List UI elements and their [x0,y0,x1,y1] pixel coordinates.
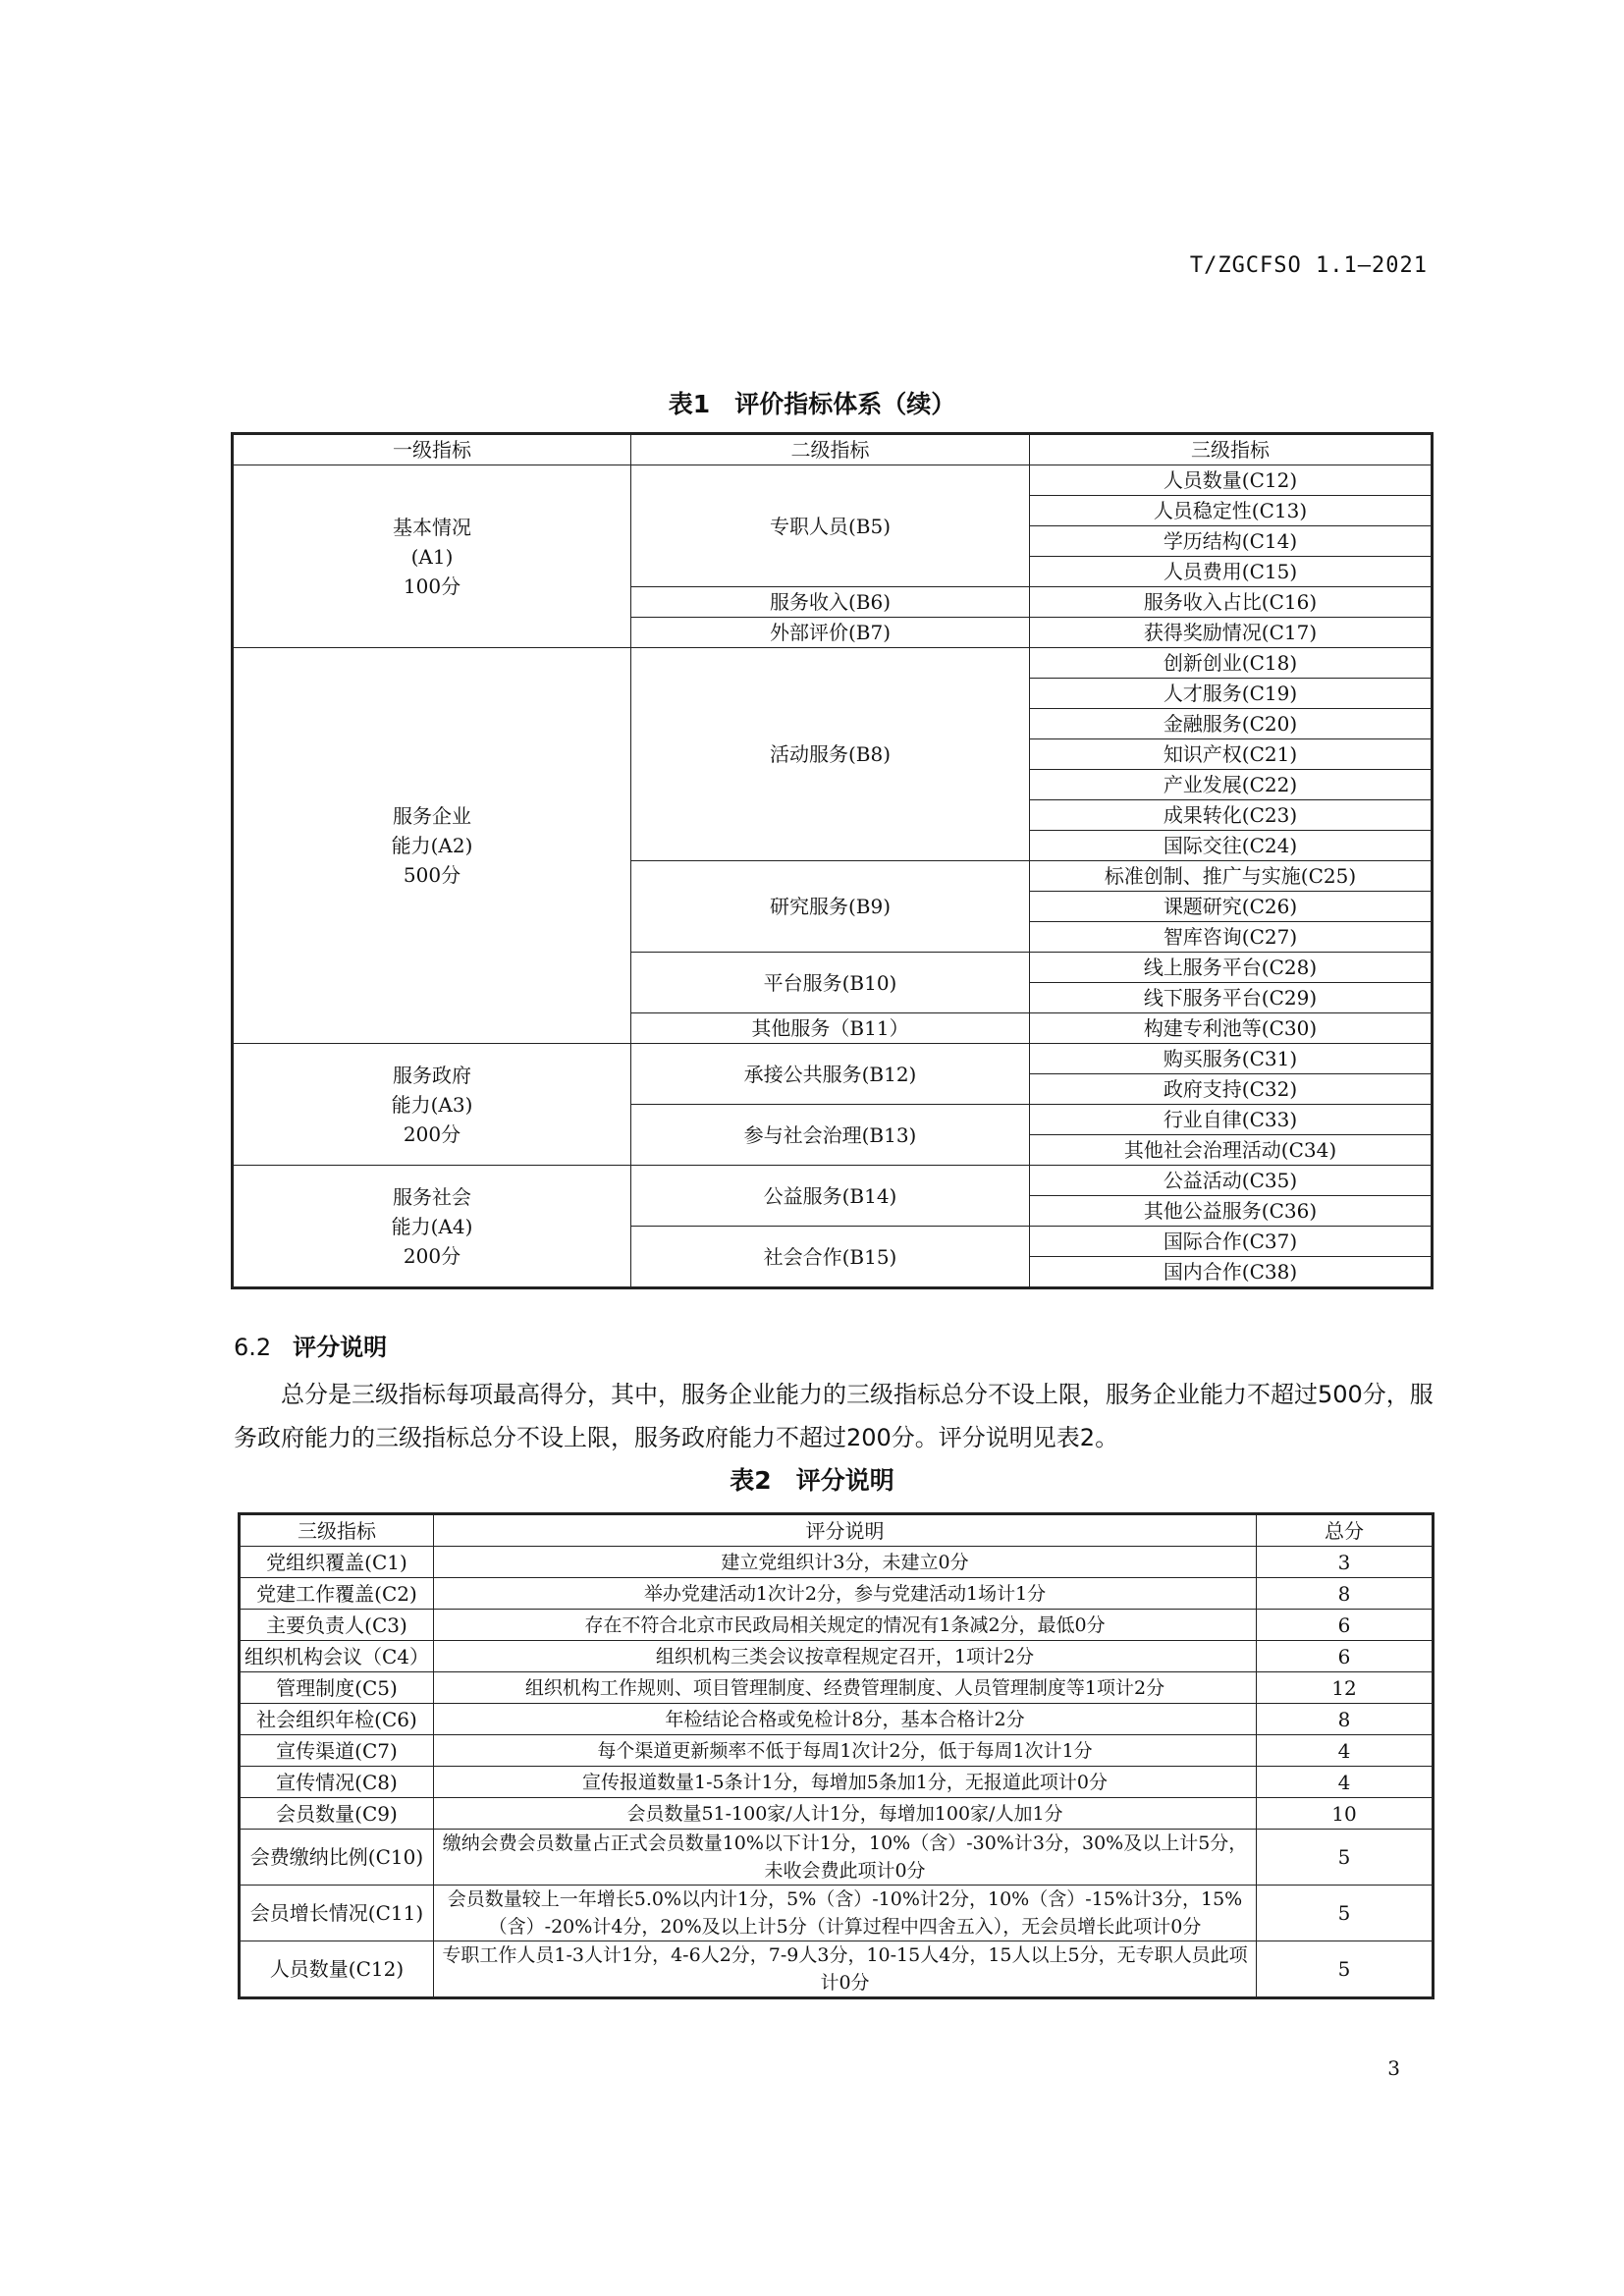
table-row [240,1886,1434,1941]
level2-b12: 承接公共服务(B12) [631,1044,1030,1105]
row-description: 每个渠道更新频率不低于每周1次计2分，低于每周1次计1分 [434,1735,1257,1767]
row-indicator: 人员数量(C12) [240,1941,434,1998]
row-description: 组织机构工作规则、项目管理制度、经费管理制度、人员管理制度等1项计2分 [434,1672,1257,1704]
row-description: 年检结论合格或免检计8分，基本合格计2分 [434,1704,1257,1735]
level3-c36: 其他公益服务(C36) [1030,1196,1433,1227]
level3-c13: 人员稳定性(C13) [1030,496,1433,526]
level3-c14: 学历结构(C14) [1030,526,1433,557]
row-description: 建立党组织计3分，未建立0分 [434,1547,1257,1578]
row-description: 会员数量51-100家/人计1分，每增加100家/人加1分 [434,1798,1257,1830]
table-row [240,1547,1434,1578]
level3-c38: 国内合作(C38) [1030,1257,1433,1288]
scoring-table [238,1512,1435,1999]
table-row [233,1166,1433,1196]
level2-b6: 服务收入(B6) [631,587,1030,618]
table-row [240,1830,1434,1886]
header-indicator: 三级指标 [240,1514,434,1547]
table2-title: 表2 评分说明 [730,1466,894,1495]
table-header-row [233,434,1433,465]
row-score: 8 [1257,1578,1434,1610]
table-row [240,1578,1434,1610]
table1-title: 表1 评价指标体系（续） [668,390,956,418]
row-score: 4 [1257,1767,1434,1798]
level3-c22: 产业发展(C22) [1030,770,1433,800]
level3-c37: 国际合作(C37) [1030,1227,1433,1257]
level3-c34: 其他社会治理活动(C34) [1030,1135,1433,1166]
row-score: 10 [1257,1798,1434,1830]
header-score: 总分 [1257,1514,1434,1547]
level3-c21: 知识产权(C21) [1030,739,1433,770]
page-number: 3 [1387,2056,1400,2080]
header-level1: 一级指标 [233,434,631,465]
row-indicator: 党组织覆盖(C1) [240,1547,434,1578]
row-description: 会员数量较上一年增长5.0%以内计1分，5%（含）-10%计2分，10%（含）-15%计3分，15%（含）-20%计4分，20%及以上计5分（计算过程中四舍五入），无会员增长此项计0分 [434,1886,1257,1941]
level1-a3: 服务政府 能力(A3) 200分 [233,1044,631,1166]
row-indicator: 管理制度(C5) [240,1672,434,1704]
row-score: 12 [1257,1672,1434,1704]
level3-c25: 标准创制、推广与实施(C25) [1030,861,1433,892]
table-row [240,1672,1434,1704]
row-score: 6 [1257,1610,1434,1641]
row-score: 6 [1257,1641,1434,1672]
level3-c30: 构建专利池等(C30) [1030,1013,1433,1044]
level2-b9: 研究服务(B9) [631,861,1030,953]
level3-c27: 智库咨询(C27) [1030,922,1433,953]
level1-a2: 服务企业 能力(A2) 500分 [233,648,631,1044]
level3-c26: 课题研究(C26) [1030,892,1433,922]
row-score: 8 [1257,1704,1434,1735]
level3-c35: 公益活动(C35) [1030,1166,1433,1196]
section-number: 6.2 [234,1334,272,1361]
level2-b7: 外部评价(B7) [631,618,1030,648]
section-paragraph: 总分是三级指标每项最高得分，其中，服务企业能力的三级指标总分不设上限，服务企业能力不超过500分，服务政府能力的三级指标总分不设上限，服务政府能力不超过200分。评分说明见表2。 [234,1381,1434,1451]
row-indicator: 党建工作覆盖(C2) [240,1578,434,1610]
level2-b8: 活动服务(B8) [631,648,1030,861]
level3-c19: 人才服务(C19) [1030,679,1433,709]
table-row [240,1798,1434,1830]
section-heading [234,1328,387,1362]
level2-b14: 公益服务(B14) [631,1166,1030,1227]
table-row [240,1704,1434,1735]
header-level3: 三级指标 [1030,434,1433,465]
level2-b10: 平台服务(B10) [631,953,1030,1013]
row-indicator: 社会组织年检(C6) [240,1704,434,1735]
level3-c15: 人员费用(C15) [1030,557,1433,587]
row-description: 举办党建活动1次计2分，参与党建活动1场计1分 [434,1578,1257,1610]
row-description: 组织机构三类会议按章程规定召开，1项计2分 [434,1641,1257,1672]
level3-c23: 成果转化(C23) [1030,800,1433,831]
table-row [233,1044,1433,1074]
row-indicator: 组织机构会议（C4） [240,1641,434,1672]
table-header-row [240,1514,1434,1547]
header-description: 评分说明 [434,1514,1257,1547]
level2-b13: 参与社会治理(B13) [631,1105,1030,1166]
level3-c16: 服务收入占比(C16) [1030,587,1433,618]
row-score: 5 [1257,1886,1434,1941]
row-description: 缴纳会费会员数量占正式会员数量10%以下计1分，10%（含）-30%计3分，30%及以上计5分，未收会费此项计0分 [434,1830,1257,1886]
row-score: 5 [1257,1941,1434,1998]
table-row [240,1610,1434,1641]
level1-a1: 基本情况 (A1) 100分 [233,465,631,648]
level2-b11: 其他服务（B11） [631,1013,1030,1044]
level2-b5: 专职人员(B5) [631,465,1030,587]
level2-b15: 社会合作(B15) [631,1227,1030,1288]
row-indicator: 会员增长情况(C11) [240,1886,434,1941]
row-score: 5 [1257,1830,1434,1886]
level3-c24: 国际交往(C24) [1030,831,1433,861]
row-indicator: 宣传渠道(C7) [240,1735,434,1767]
table-row [233,648,1433,679]
level3-c33: 行业自律(C33) [1030,1105,1433,1135]
level3-c32: 政府支持(C32) [1030,1074,1433,1105]
section-title: 评分说明 [293,1334,388,1361]
level3-c28: 线上服务平台(C28) [1030,953,1433,983]
level3-c31: 购买服务(C31) [1030,1044,1433,1074]
level3-c17: 获得奖励情况(C17) [1030,618,1433,648]
table-row [240,1767,1434,1798]
level3-c12: 人员数量(C12) [1030,465,1433,496]
level3-c18: 创新创业(C18) [1030,648,1433,679]
document-code: T/ZGCFSO 1.1—2021 [1189,253,1428,278]
table-row [240,1941,1434,1998]
level1-a4: 服务社会 能力(A4) 200分 [233,1166,631,1288]
row-score: 4 [1257,1735,1434,1767]
table-row [240,1735,1434,1767]
level3-c20: 金融服务(C20) [1030,709,1433,739]
row-description: 宣传报道数量1-5条计1分，每增加5条加1分，无报道此项计0分 [434,1767,1257,1798]
row-description: 存在不符合北京市民政局相关规定的情况有1条减2分，最低0分 [434,1610,1257,1641]
evaluation-index-table [231,432,1434,1289]
row-description: 专职工作人员1-3人计1分，4-6人2分，7-9人3分，10-15人4分，15人以上5分，无专职人员此项计0分 [434,1941,1257,1998]
row-indicator: 会员数量(C9) [240,1798,434,1830]
table-row [233,465,1433,496]
row-indicator: 会费缴纳比例(C10) [240,1830,434,1886]
level3-c29: 线下服务平台(C29) [1030,983,1433,1013]
header-level2: 二级指标 [631,434,1030,465]
row-indicator: 宣传情况(C8) [240,1767,434,1798]
row-indicator: 主要负责人(C3) [240,1610,434,1641]
table-row [240,1641,1434,1672]
row-score: 3 [1257,1547,1434,1578]
